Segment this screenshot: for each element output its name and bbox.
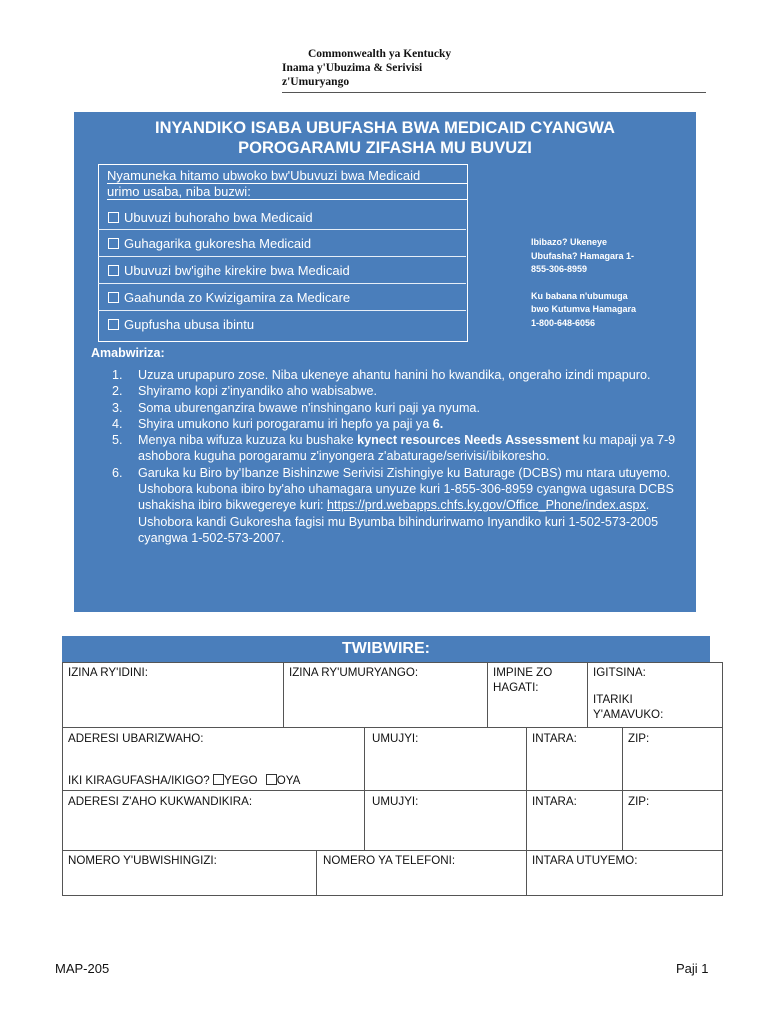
option-label: Ubuvuzi bw'igihe kirekire bwa Medicaid bbox=[124, 263, 350, 278]
option-divider bbox=[98, 283, 466, 284]
gender-label: IGITSINA: bbox=[593, 666, 646, 679]
instruction-item bbox=[112, 465, 682, 546]
checkbox[interactable] bbox=[108, 292, 119, 303]
header-line-2: Inama y'Ubuzima & Serivisi bbox=[282, 62, 423, 74]
no-checkbox[interactable] bbox=[266, 774, 277, 785]
prompt-underline bbox=[107, 183, 467, 184]
option-divider bbox=[98, 256, 466, 257]
option-stop-medicaid[interactable] bbox=[108, 236, 468, 251]
item-number: 3. bbox=[112, 400, 123, 415]
instruction-item bbox=[112, 400, 682, 416]
grid-line bbox=[62, 790, 723, 791]
help-text: Ku babana n'ubumuga bbox=[531, 290, 628, 301]
grid-line bbox=[62, 662, 63, 895]
item-text: Menya niba wifuza kuzuza ku bushake bbox=[138, 433, 358, 448]
item-text: Shyiramo kopi z'inyandiko aho wabisabwe. bbox=[138, 384, 378, 399]
option-label: Guhagarika gukoresha Medicaid bbox=[124, 236, 312, 251]
mail-city-label: UMUJYI: bbox=[372, 795, 419, 808]
label-line: HAGATI: bbox=[493, 681, 539, 694]
grid-line bbox=[62, 850, 723, 851]
instruction-item bbox=[112, 383, 682, 399]
mail-county-label: INTARA: bbox=[532, 795, 577, 808]
form-title-line-1: INYANDIKO ISABA UBUFASHA BWA MEDICAID CYANGWA bbox=[155, 119, 615, 137]
homeless-question bbox=[68, 773, 300, 788]
help-deaf bbox=[531, 290, 681, 331]
phone-label: NOMERO YA TELEFONI: bbox=[323, 854, 456, 867]
last-name-label: IZINA RY'UMURYANGO: bbox=[289, 666, 419, 679]
option-label: Gaahunda zo Kwizigamira za Medicare bbox=[124, 290, 351, 305]
header-line-1: Commonwealth ya Kentucky bbox=[308, 48, 452, 60]
item-number: 4. bbox=[112, 416, 123, 431]
county-residence-label: INTARA UTUYEMO: bbox=[532, 854, 638, 867]
no-label: OYA bbox=[276, 774, 301, 787]
grid-line bbox=[62, 662, 723, 663]
form-number: MAP-205 bbox=[55, 961, 110, 976]
section-title: TWIBWIRE: bbox=[62, 636, 710, 662]
grid-line bbox=[526, 727, 527, 895]
program-prompt-line-1: Nyamuneka hitamo ubwoko bw'Ubuvuzi bwa Medicaid bbox=[107, 168, 421, 183]
option-medicare-savings[interactable] bbox=[108, 290, 468, 305]
prompt-underline bbox=[107, 199, 467, 200]
yes-checkbox[interactable] bbox=[213, 774, 224, 785]
grid-line bbox=[62, 727, 723, 728]
form-title-line-2: POROGARAMU ZIFASHA MU BUVUZI bbox=[238, 139, 532, 157]
option-divider bbox=[98, 310, 466, 311]
grid-line bbox=[62, 895, 723, 896]
help-text: bwo Kutumva Hamagara bbox=[531, 304, 637, 314]
first-name-label: IZINA RY'IDINI: bbox=[68, 666, 148, 679]
help-text: Ibibazo? Ukeneye bbox=[531, 237, 608, 247]
middle-initial-label bbox=[493, 665, 552, 695]
dob-label bbox=[593, 692, 663, 722]
item-number: 6. bbox=[112, 465, 123, 480]
instruction-item bbox=[112, 416, 682, 432]
label-line: IMPINE ZO bbox=[493, 666, 553, 679]
help-questions bbox=[531, 236, 681, 277]
grid-line bbox=[283, 662, 284, 727]
option-ongoing-medicaid[interactable] bbox=[108, 210, 468, 225]
mail-zip-label: ZIP: bbox=[628, 795, 650, 808]
item-number: 1. bbox=[112, 368, 123, 382]
program-prompt bbox=[107, 168, 467, 200]
zip-label: ZIP: bbox=[628, 732, 650, 745]
instructions-list bbox=[112, 367, 682, 546]
program-prompt-line-2: urimo usaba, niba buzwi: bbox=[107, 184, 251, 199]
mailing-address-label: ADERESI Z'AHO KUKWANDIKIRA: bbox=[68, 795, 253, 808]
option-label: Gupfusha ubusa ibintu bbox=[124, 317, 255, 332]
instruction-item bbox=[112, 432, 682, 465]
grid-line bbox=[622, 727, 623, 850]
yes-label: YEGO bbox=[223, 774, 258, 787]
grid-line bbox=[587, 662, 588, 727]
help-tty-phone: 1-800-648-6056 bbox=[531, 317, 596, 328]
item-text: Ushobora kandi Gukoresha fagisi mu Byumba bihindurirwamo Inyandiko kuri 1-502-573-2005 cyangwa 1-502-573-2007. bbox=[138, 514, 659, 545]
form-title bbox=[74, 118, 696, 158]
checkbox[interactable] bbox=[108, 212, 119, 223]
instruction-item bbox=[112, 367, 682, 383]
option-label: Ubuvuzi buhoraho bwa Medicaid bbox=[124, 210, 313, 225]
help-text: Ubufasha? Hamagara 1- bbox=[531, 250, 635, 261]
help-phone: 855-306-8959 bbox=[531, 264, 588, 274]
checkbox[interactable] bbox=[108, 265, 119, 276]
item-number: 5. bbox=[112, 433, 123, 448]
office-lookup-link[interactable]: https://prd.webapps.chfs.ky.gov/Office_Phone/index.aspx bbox=[327, 498, 646, 513]
label-line: Y'AMAVUKO: bbox=[593, 708, 664, 721]
item-text: ku mapaji ya 7-9 ashobora kuguha porogaramu z'inyongera z'abaturage/serivisi/ibikoresho. bbox=[138, 433, 676, 464]
item-text: Garuka ku Biro by'Ibanze Bishinzwe Serivisi Zishingiye ku Baturage (DCBS) mu ntara utuyemo. Ushobora kubona ibiro by'aho uhamagara unyuze kuri 1-855-306-8959 cyangwa ugasura DCBS ushakisha ibiro bikwegereye kuri: bbox=[138, 465, 674, 513]
label-line: ITARIKI bbox=[593, 693, 633, 706]
question-text: IKI KIRAGUFASHA/IKIGO? bbox=[68, 774, 210, 787]
item-text: Shyira umukono kuri porogaramu iri hepfo ya paji ya bbox=[138, 416, 433, 431]
instructions-heading: Amabwiriza: bbox=[91, 346, 165, 360]
option-divider bbox=[98, 229, 466, 230]
city-label: UMUJYI: bbox=[372, 732, 419, 745]
help-contact bbox=[531, 236, 681, 343]
grid-line bbox=[316, 850, 317, 895]
item-text: Soma uburenganzira bwawe n'inshingano kuri paji ya nyuma. bbox=[138, 400, 480, 415]
grid-line bbox=[364, 727, 365, 850]
item-text: . bbox=[645, 498, 650, 513]
option-spend-down[interactable] bbox=[108, 317, 468, 332]
grid-line bbox=[722, 662, 723, 895]
checkbox[interactable] bbox=[108, 319, 119, 330]
item-bold: kynect resources Needs Assessment bbox=[357, 433, 580, 448]
checkbox[interactable] bbox=[108, 238, 119, 249]
header-divider bbox=[282, 92, 706, 93]
item-number: 2. bbox=[112, 384, 123, 399]
item-text: Uzuza urupapuro zose. Niba ukeneye ahantu hanini ho kwandika, ongeraho izindi mpapuro. bbox=[138, 368, 651, 382]
item-bold: 6. bbox=[432, 416, 444, 431]
insurance-number-label: NOMERO Y'UBWISHINGIZI: bbox=[68, 854, 217, 867]
home-address-label: ADERESI UBARIZWAHO: bbox=[68, 732, 204, 745]
agency-header bbox=[282, 47, 582, 89]
grid-line bbox=[487, 662, 488, 727]
page-number: Paji 1 bbox=[676, 961, 709, 976]
option-long-term-care[interactable] bbox=[108, 263, 468, 278]
county-label: INTARA: bbox=[532, 732, 577, 745]
header-line-3: z'Umuryango bbox=[282, 76, 350, 88]
